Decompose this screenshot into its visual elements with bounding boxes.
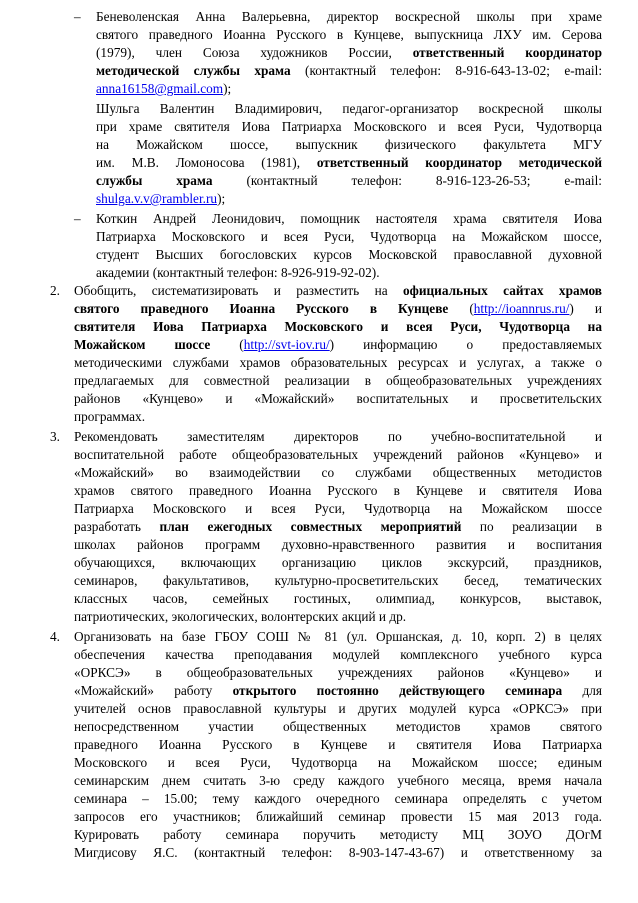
item4-line-5: учителей основ православной культуры и других модулей курса «ОРКСЭ» при bbox=[74, 701, 602, 716]
item3-line-4: храмов святого праведного Иоанна Русского в Кунцеве и святителя Иова bbox=[74, 483, 602, 498]
person2-line-4: им. М.В. Ломоносова (1981), ответственный координатор методической bbox=[96, 155, 603, 170]
item-number-2: 2. bbox=[50, 283, 60, 298]
list-dash: – bbox=[74, 211, 81, 226]
item3-line-11: патриотических, экологических, волонтерских акций и др. bbox=[74, 609, 407, 624]
person2-line-1: Шульга Валентин Владимирович, педагог-организатор воскресной школы bbox=[96, 101, 602, 116]
item3-line-5: Патриарха Московского и всея Руси, Чудотворца на Можайском шоссе bbox=[74, 501, 602, 516]
person3-line-1: Коткин Андрей Леонидович, помощник настоятеля храма святителя Иова bbox=[96, 211, 602, 226]
item4-line-10: семинара – 15.00; тему каждого очередного семинара определять с учетом bbox=[74, 791, 602, 806]
item-number-4: 4. bbox=[50, 629, 60, 644]
person1-line-4: методической службы храма (контактный телефон: 8-916-643-13-02; e-mail: bbox=[96, 63, 603, 78]
joint-events-plan-phrase: план ежегодных совместных мероприятий bbox=[159, 519, 462, 534]
item4-line-3: «ОРКСЭ» в общеобразовательных учреждениях районов «Кунцево» и bbox=[74, 665, 602, 680]
item3-line-1: Рекомендовать заместителям директоров по учебно-воспитательной и bbox=[74, 429, 602, 444]
item4-line-1: Организовать на базе ГБОУ СОШ № 81 (ул. Оршанская, д. 10, корп. 2) в целях bbox=[74, 629, 602, 644]
item3-line-3: «Можайский» во взаимодействии со службами общественных методистов bbox=[74, 465, 602, 480]
email-link-shulga[interactable]: shulga.v.v@rambler.ru bbox=[96, 191, 218, 206]
item3-line-2: воспитательной работе общеобразовательных учреждений районов «Кунцево» и bbox=[74, 447, 602, 462]
item2-line-8: программах. bbox=[74, 409, 146, 424]
item3-line-10: классных часов, семейных гостиных, олимпиад, конкурсов, выставок, bbox=[74, 591, 602, 606]
link-svt-iov[interactable]: http://svt-iov.ru/ bbox=[243, 337, 330, 352]
item2-line-6: предлагаемых для совместной реализации в общеобразовательных учреждениях bbox=[74, 373, 602, 388]
item2-line-3: святителя Иова Патриарха Московского и всея Руси, Чудотворца на bbox=[74, 319, 602, 334]
person2-line-6: shulga.v.v@rambler.ru); bbox=[96, 191, 226, 206]
item4-line-9: семинарским днем считать 3-ю среду каждого учебного месяца, время начала bbox=[74, 773, 602, 788]
person3-line-2: Патриарха Московского и всея Руси, Чудотворца на Можайском шоссе, bbox=[96, 229, 602, 244]
item2-line-5: методическими службами храмов образовательных ресурсах и услугах, а также о bbox=[74, 355, 602, 370]
item4-line-12: Курировать работу семинара поручить методисту МЦ ЗОУО ДОгМ bbox=[74, 827, 602, 842]
person2-line-2: при храме святителя Иова Патриарха Московского и всея Руси, Чудотворца bbox=[96, 119, 602, 134]
email-link-anna[interactable]: anna16158@gmail.com bbox=[96, 81, 224, 96]
person1-line-5: anna16158@gmail.com); bbox=[96, 81, 232, 96]
person3-line-3: студент Высших богословских курсов Московской православной духовной bbox=[96, 247, 602, 262]
item4-line-13: Мигдисову Я.С. (контактный телефон: 8-903-147-43-67) и ответственному за bbox=[74, 845, 602, 860]
item4-line-2: обеспечения качества преподавания модулей комплексного учебного курса bbox=[74, 647, 602, 662]
item4-line-6: непосредственном участии общественных методистов храмов святого bbox=[74, 719, 602, 734]
person1-line-3: (1979), член Союза художников России, ответственный координатор bbox=[96, 45, 602, 60]
coordinator-title: ответственный координатор bbox=[412, 45, 602, 60]
item3-line-9: семинаров, факультативов, культурно-просветительских бесед, тематических bbox=[74, 573, 602, 588]
item-number-3: 3. bbox=[50, 429, 60, 444]
item3-line-8: обучающихся, включающих организацию циклов экскурсий, праздников, bbox=[74, 555, 602, 570]
person1-line-1: Беневоленская Анна Валерьевна, директор воскресной школы при храме bbox=[96, 9, 602, 24]
item3-line-7: школах районов программ духовно-нравственного развития и воспитания bbox=[74, 537, 602, 552]
person1-line-2: святого праведного Иоанна Русского в Кунцеве, выпускница ЛХУ им. Серова bbox=[96, 27, 602, 42]
item2-line-1: Обобщить, систематизировать и разместить на официальных сайтах храмов bbox=[74, 283, 602, 298]
item4-line-4: «Можайский» работу открытого постоянно действующего семинара для bbox=[74, 683, 602, 698]
open-seminar-phrase: открытого постоянно действующего семинара bbox=[232, 683, 563, 698]
item4-line-8: Московского и всея Руси, Чудотворца на Можайском шоссе; единым bbox=[74, 755, 602, 770]
item2-line-2: святого праведного Иоанна Русского в Кунцеве (http://ioannrus.ru/) и bbox=[74, 301, 602, 316]
coordinator-title-2: ответственный координатор методической bbox=[316, 155, 603, 170]
person3-line-4: академии (контактный телефон: 8-926-919-92-02). bbox=[96, 265, 380, 280]
list-dash: – bbox=[74, 9, 81, 24]
coordinator-title-cont: методической службы храма bbox=[96, 63, 291, 78]
item2-line-4: Можайском шоссе (http://svt-iov.ru/) информацию о предоставляемых bbox=[74, 337, 602, 352]
person2-line-3: на Можайском шоссе, выпускник физического факультета МГУ bbox=[96, 137, 602, 152]
person2-line-5: службы храма (контактный телефон: 8-916-123-26-53; e-mail: bbox=[96, 173, 603, 188]
official-sites-phrase: официальных сайтах храмов bbox=[403, 283, 602, 298]
coordinator-title-2-cont: службы храма bbox=[96, 173, 213, 188]
item4-line-11: запросов его участников; ближайший семинар провести 15 мая 2013 года. bbox=[74, 809, 602, 824]
item4-line-7: праведного Иоанна Русского в Кунцеве и святителя Иова Патриарха bbox=[74, 737, 602, 752]
link-ioannrus[interactable]: http://ioannrus.ru/ bbox=[473, 301, 570, 316]
item3-line-6: разработать план ежегодных совместных мероприятий по реализации в bbox=[74, 519, 602, 534]
item2-line-7: районов «Кунцево» и «Можайский» воспитательных и просветительских bbox=[74, 391, 602, 406]
